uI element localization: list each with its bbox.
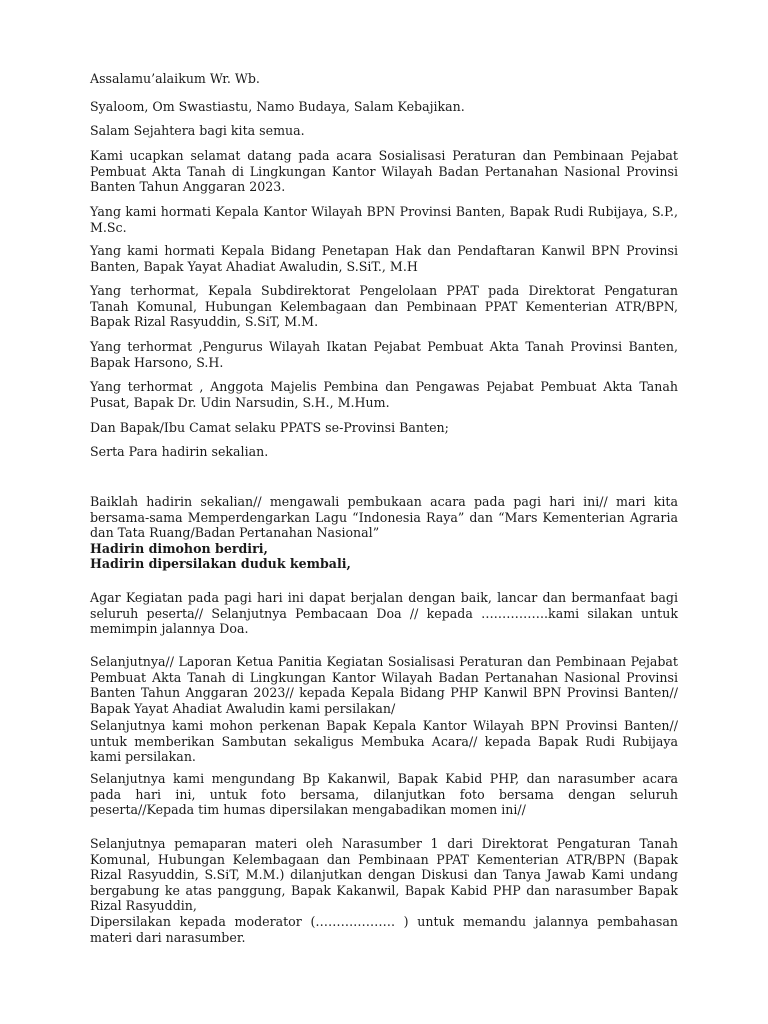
anthem-section [90, 494, 678, 572]
honor-hadirin: Serta Para hadirin sekalian. [90, 444, 269, 459]
welcome-paragraph: Kami ucapkan selamat datang pada acara Sosialisasi Peraturan dan Pembinaan Pejabat Pembuat Akta Tanah di Lingkungan Kantor Wilayah Badan Pertanahan Nasional Provinsi Banten Tahun Anggaran 2023. [90, 148, 678, 195]
honor-kabid: Yang kami hormati Kepala Bidang Penetapan Hak dan Pendaftaran Kanwil BPN Provinsi Banten, Bapak Yayat Ahadiat Awaludin, S.SiT., M.H [90, 243, 678, 274]
opening-paragraph: Selanjutnya kami mohon perkenan Bapak Kepala Kantor Wilayah BPN Provinsi Banten// untuk memberikan Sambutan sekaligus Membuka Acara// kepada Bapak Rudi Rubijaya kami persilakan. [90, 718, 678, 765]
prayer-paragraph: Agar Kegiatan pada pagi hari ini dapat berjalan dengan baik, lancar dan bermanfaat bagi seluruh peserta// Selanjutnya Pembacaan Doa // kepada …………….kami silakan untuk memimpin jalannya Doa. [90, 590, 678, 637]
instruction-sit: Hadirin dipersilakan duduk kembali, [90, 556, 351, 572]
anthem-paragraph: Baiklah hadirin sekalian// mengawali pembukaan acara pada pagi hari ini// mari kita bersama-sama Memperdengarkan Lagu “Indonesia Raya” dan “Mars Kementerian Agraria dan Tata Ruang/Badan Pertanahan Nasional” [90, 494, 678, 541]
greeting-assalamualaikum: Assalamu’alaikum Wr. Wb. [90, 71, 260, 86]
honor-majelis: Yang terhormat , Anggota Majelis Pembina dan Pengawas Pejabat Pembuat Akta Tanah Pusat, Bapak Dr. Udin Narsudin, S.H., M.Hum. [90, 379, 678, 410]
report-paragraph: Selanjutnya// Laporan Ketua Panitia Kegiatan Sosialisasi Peraturan dan Pembinaan Pejabat Pembuat Akta Tanah di Lingkungan Kantor Wilayah Badan Pertanahan Nasional Provinsi Banten Tahun Anggaran 2023// kepada Kepala Bidang PHP Kanwil BPN Provinsi Banten// Bapak Yayat Ahadiat Awaludin kami persilakan/ [90, 654, 678, 716]
instruction-stand: Hadirin dimohon berdiri, [90, 540, 268, 556]
material-section [90, 836, 678, 945]
material-paragraph: Selanjutnya pemaparan materi oleh Narasumber 1 dari Direktorat Pengaturan Tanah Komunal, Hubungan Kelembagaan dan Pembinaan PPAT Kementerian ATR/BPN (Bapak Rizal Rasyuddin, S.SiT, M.M.) dilanjutkan dengan Diskusi dan Tanya Jawab Kami undang bergabung ke atas panggung, Bapak Kakanwil, Bapak Kabid PHP dan narasumber Bapak Rizal Rasyuddin, [90, 836, 678, 914]
honor-kasubdit: Yang terhormat, Kepala Subdirektorat Pengelolaan PPAT pada Direktorat Pengaturan Tanah Komunal, Hubungan Kelembagaan dan Pembinaan PPAT Kementerian ATR/BPN, Bapak Rizal Rasyuddin, S.SiT, M.M. [90, 283, 678, 330]
honor-ippat: Yang terhormat ,Pengurus Wilayah Ikatan Pejabat Pembuat Akta Tanah Provinsi Banten, Bapak Harsono, S.H. [90, 339, 678, 370]
photo-paragraph: Selanjutnya kami mengundang Bp Kakanwil, Bapak Kabid PHP, dan narasumber acara pada hari ini, untuk foto bersama, dilanjutkan foto bersama dengan seluruh peserta//Kepada tim humas dipersilakan mengabadikan momen ini// [90, 771, 678, 818]
moderator-paragraph: Dipersilakan kepada moderator (………………. ) untuk memandu jalannya pembahasan materi dari narasumber. [90, 913, 678, 945]
honor-camat: Dan Bapak/Ibu Camat selaku PPATS se-Provinsi Banten; [90, 420, 449, 435]
honor-kakanwil: Yang kami hormati Kepala Kantor Wilayah BPN Provinsi Banten, Bapak Rudi Rubijaya, S.P., M.Sc. [90, 204, 678, 235]
greeting-salam-sejahtera: Salam Sejahtera bagi kita semua. [90, 123, 305, 138]
greeting-syaloom: Syaloom, Om Swastiastu, Namo Budaya, Salam Kebajikan. [90, 99, 465, 114]
